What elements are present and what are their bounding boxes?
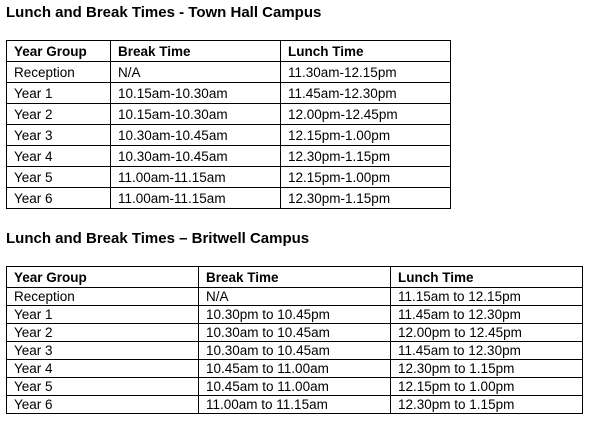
lunch-time-cell: 12.30pm-1.15pm bbox=[281, 188, 451, 209]
britwell-times-table bbox=[6, 266, 583, 414]
year-group-cell: Year 4 bbox=[7, 146, 111, 167]
break-time-cell: 11.00am-11.15am bbox=[111, 167, 281, 188]
table-row bbox=[7, 288, 583, 306]
lunch-time-cell: 11.15am to 12.15pm bbox=[391, 288, 583, 306]
britwell-heading: Lunch and Break Times – Britwell Campus bbox=[6, 230, 310, 247]
table-header-row bbox=[7, 41, 451, 62]
table-row bbox=[7, 125, 451, 146]
lunch-time-cell: 12.00pm to 12.45pm bbox=[391, 324, 583, 342]
year-group-cell: Year 2 bbox=[7, 104, 111, 125]
town-hall-heading: Lunch and Break Times - Town Hall Campus bbox=[6, 4, 322, 21]
break-time-cell: 10.15am-10.30am bbox=[111, 83, 281, 104]
year-group-cell: Year 5 bbox=[7, 378, 199, 396]
table-row bbox=[7, 342, 583, 360]
table-row bbox=[7, 306, 583, 324]
table-row bbox=[7, 62, 451, 83]
lunch-time-cell: 12.15pm-1.00pm bbox=[281, 125, 451, 146]
break-time-cell: 10.30pm to 10.45pm bbox=[199, 306, 391, 324]
break-time-cell: 10.15am-10.30am bbox=[111, 104, 281, 125]
column-header-break-time: Break Time bbox=[199, 267, 391, 288]
table-row bbox=[7, 396, 583, 414]
break-time-cell: 11.00am to 11.15am bbox=[199, 396, 391, 414]
break-time-cell: 10.45am to 11.00am bbox=[199, 360, 391, 378]
lunch-time-cell: 12.15pm to 1.00pm bbox=[391, 378, 583, 396]
year-group-cell: Year 5 bbox=[7, 167, 111, 188]
table-row bbox=[7, 188, 451, 209]
lunch-time-cell: 11.45am-12.30pm bbox=[281, 83, 451, 104]
break-time-cell: N/A bbox=[111, 62, 281, 83]
table-row bbox=[7, 83, 451, 104]
lunch-time-cell: 12.15pm-1.00pm bbox=[281, 167, 451, 188]
lunch-time-cell: 12.30pm to 1.15pm bbox=[391, 396, 583, 414]
lunch-time-cell: 12.30pm to 1.15pm bbox=[391, 360, 583, 378]
table-header-row bbox=[7, 267, 583, 288]
town-hall-times-table bbox=[6, 40, 451, 209]
break-time-cell: 10.45am to 11.00am bbox=[199, 378, 391, 396]
year-group-cell: Reception bbox=[7, 288, 199, 306]
table-row bbox=[7, 146, 451, 167]
year-group-cell: Year 6 bbox=[7, 188, 111, 209]
table-row bbox=[7, 104, 451, 125]
year-group-cell: Year 1 bbox=[7, 306, 199, 324]
column-header-year-group: Year Group bbox=[7, 267, 199, 288]
year-group-cell: Year 6 bbox=[7, 396, 199, 414]
break-time-cell: 11.00am-11.15am bbox=[111, 188, 281, 209]
break-time-cell: 10.30am to 10.45am bbox=[199, 324, 391, 342]
lunch-time-cell: 11.45am to 12.30pm bbox=[391, 342, 583, 360]
column-header-year-group: Year Group bbox=[7, 41, 111, 62]
break-time-cell: 10.30am-10.45am bbox=[111, 125, 281, 146]
year-group-cell: Year 1 bbox=[7, 83, 111, 104]
lunch-time-cell: 12.00pm-12.45pm bbox=[281, 104, 451, 125]
column-header-lunch-time: Lunch Time bbox=[281, 41, 451, 62]
year-group-cell: Reception bbox=[7, 62, 111, 83]
break-time-cell: 10.30am-10.45am bbox=[111, 146, 281, 167]
lunch-time-cell: 12.30pm-1.15pm bbox=[281, 146, 451, 167]
lunch-time-cell: 11.45am to 12.30pm bbox=[391, 306, 583, 324]
year-group-cell: Year 3 bbox=[7, 125, 111, 146]
table-row bbox=[7, 378, 583, 396]
table-row bbox=[7, 167, 451, 188]
year-group-cell: Year 3 bbox=[7, 342, 199, 360]
year-group-cell: Year 2 bbox=[7, 324, 199, 342]
break-time-cell: 10.30am to 10.45am bbox=[199, 342, 391, 360]
column-header-lunch-time: Lunch Time bbox=[391, 267, 583, 288]
year-group-cell: Year 4 bbox=[7, 360, 199, 378]
table-row bbox=[7, 360, 583, 378]
break-time-cell: N/A bbox=[199, 288, 391, 306]
column-header-break-time: Break Time bbox=[111, 41, 281, 62]
table-row bbox=[7, 324, 583, 342]
lunch-time-cell: 11.30am-12.15pm bbox=[281, 62, 451, 83]
